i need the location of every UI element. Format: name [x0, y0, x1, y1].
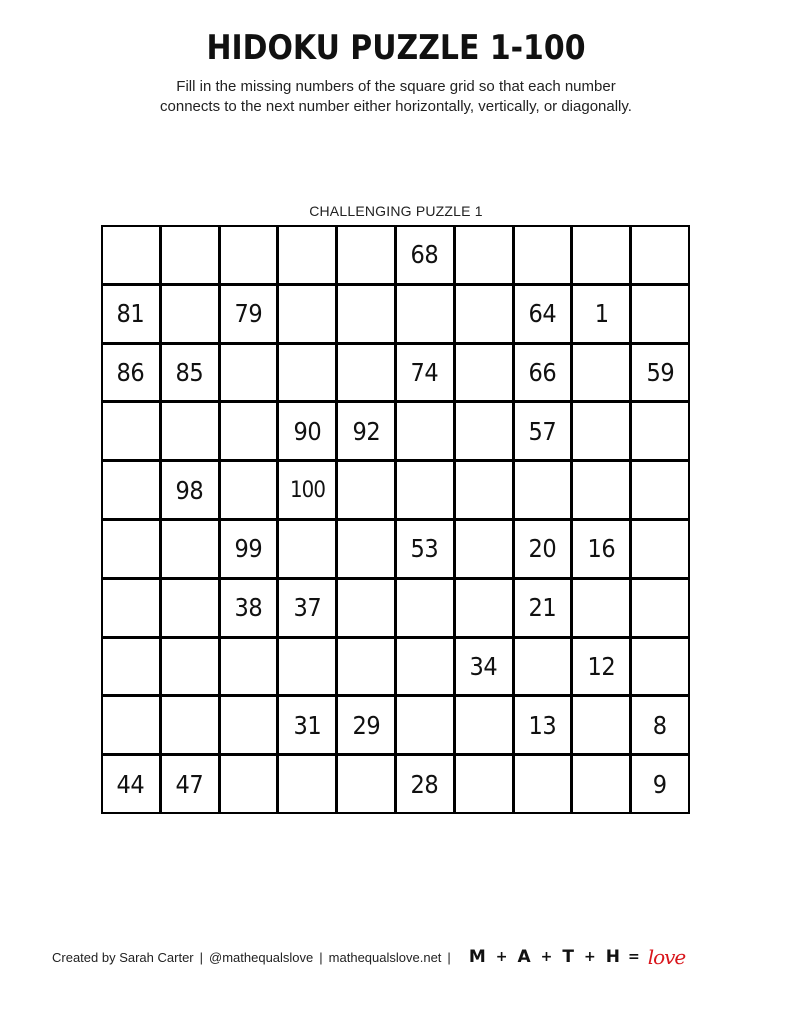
- grid-cell[interactable]: [515, 286, 571, 342]
- grid-cell[interactable]: [221, 639, 277, 695]
- cell-value: 34: [469, 651, 498, 681]
- cell-value: 100: [289, 477, 325, 503]
- footer-separator: |: [447, 949, 451, 965]
- grid-cell[interactable]: [397, 580, 453, 636]
- grid-cell[interactable]: [103, 227, 159, 283]
- grid-cell[interactable]: [103, 286, 159, 342]
- cell-value: 79: [234, 299, 263, 329]
- cell-value: 81: [117, 299, 145, 329]
- grid-cell[interactable]: [456, 521, 512, 577]
- cell-value: 9: [653, 769, 668, 799]
- cell-value: 74: [411, 357, 439, 387]
- cell-value: 38: [234, 593, 263, 623]
- cell-value: 37: [293, 593, 322, 623]
- cell-value: 1: [594, 299, 609, 329]
- grid-cell[interactable]: [221, 286, 277, 342]
- grid-cell[interactable]: [573, 639, 629, 695]
- hidoku-grid: [101, 225, 690, 814]
- grid-cell[interactable]: [515, 521, 571, 577]
- grid-cell[interactable]: [162, 521, 218, 577]
- brand-love-script: love: [647, 945, 686, 969]
- instructions-line-1: Fill in the missing numbers of the square grid so that each number: [176, 78, 616, 95]
- cell-value: 16: [587, 534, 616, 564]
- grid-cell[interactable]: [632, 286, 688, 342]
- grid-cell[interactable]: [573, 580, 629, 636]
- math-equals-love-logo: [469, 945, 685, 969]
- cell-value: 20: [528, 534, 557, 564]
- cell-value: 86: [117, 357, 145, 387]
- grid-cell[interactable]: [103, 580, 159, 636]
- puzzle-label: CHALLENGING PUZZLE 1: [309, 203, 483, 219]
- grid-cell[interactable]: [221, 756, 277, 812]
- grid-cell[interactable]: [338, 286, 394, 342]
- grid-cell[interactable]: [632, 697, 688, 753]
- instructions-line-2: connects to the next number either horizontally, vertically, or diagonally.: [160, 98, 632, 115]
- grid-cell[interactable]: [279, 227, 335, 283]
- grid-cell[interactable]: [397, 286, 453, 342]
- grid-cell[interactable]: [573, 345, 629, 401]
- footer-handle: @mathequalslove: [209, 949, 314, 965]
- grid-cell[interactable]: [397, 639, 453, 695]
- grid-cell[interactable]: [338, 403, 394, 459]
- page-title: HIDOKU PUZZLE 1-100: [206, 28, 586, 68]
- grid-cell[interactable]: [279, 462, 335, 518]
- cell-value: 8: [653, 710, 668, 740]
- grid-cell[interactable]: [338, 345, 394, 401]
- grid-cell[interactable]: [162, 697, 218, 753]
- grid-cell[interactable]: [515, 462, 571, 518]
- grid-cell[interactable]: [397, 227, 453, 283]
- grid-cell[interactable]: [162, 756, 218, 812]
- grid-cell[interactable]: [456, 286, 512, 342]
- cell-value: 12: [587, 651, 616, 681]
- cell-value: 57: [528, 416, 557, 446]
- grid-cell[interactable]: [279, 580, 335, 636]
- cell-value: 66: [528, 357, 557, 387]
- grid-cell[interactable]: [103, 462, 159, 518]
- grid-cell[interactable]: [279, 345, 335, 401]
- cell-value: 59: [646, 357, 674, 387]
- brand-plus: +: [583, 949, 597, 965]
- grid-cell[interactable]: [221, 697, 277, 753]
- brand-letter-a: A: [517, 947, 532, 967]
- grid-cell[interactable]: [162, 227, 218, 283]
- cell-value: 21: [528, 593, 557, 623]
- grid-cell[interactable]: [456, 227, 512, 283]
- grid-cell[interactable]: [397, 462, 453, 518]
- grid-cell[interactable]: [573, 462, 629, 518]
- cell-value: 90: [293, 416, 322, 446]
- grid-cell[interactable]: [103, 345, 159, 401]
- grid-cell[interactable]: [456, 345, 512, 401]
- grid-cell[interactable]: [103, 639, 159, 695]
- grid-cell[interactable]: [162, 403, 218, 459]
- grid-cell[interactable]: [632, 403, 688, 459]
- brand-letter-h: H: [605, 947, 621, 967]
- cell-value: 92: [352, 416, 380, 446]
- grid-cell[interactable]: [103, 521, 159, 577]
- grid-cell[interactable]: [162, 286, 218, 342]
- grid-cell[interactable]: [221, 227, 277, 283]
- grid-cell[interactable]: [632, 462, 688, 518]
- grid-cell[interactable]: [338, 462, 394, 518]
- grid-cell[interactable]: [397, 756, 453, 812]
- footer-website: mathequalslove.net: [328, 949, 442, 965]
- grid-cell[interactable]: [338, 227, 394, 283]
- brand-letter-m: M: [468, 947, 487, 967]
- cell-value: 64: [528, 299, 557, 329]
- footer: [52, 945, 685, 969]
- grid-cell[interactable]: [162, 639, 218, 695]
- grid-cell[interactable]: [573, 756, 629, 812]
- grid-cell[interactable]: [632, 227, 688, 283]
- cell-value: 44: [117, 769, 145, 799]
- grid-cell[interactable]: [632, 580, 688, 636]
- grid-cell[interactable]: [573, 403, 629, 459]
- brand-equals: =: [627, 949, 641, 965]
- cell-value: 31: [293, 710, 322, 740]
- instructions: [0, 77, 792, 117]
- footer-separator: |: [319, 949, 323, 965]
- cell-value: 53: [411, 534, 439, 564]
- grid-cell[interactable]: [162, 580, 218, 636]
- grid-cell[interactable]: [279, 639, 335, 695]
- grid-cell[interactable]: [632, 345, 688, 401]
- grid-cell[interactable]: [338, 521, 394, 577]
- grid-cell[interactable]: [515, 697, 571, 753]
- grid-cell[interactable]: [632, 639, 688, 695]
- grid-cell[interactable]: [573, 521, 629, 577]
- grid-cell[interactable]: [456, 403, 512, 459]
- cell-value: 98: [175, 475, 204, 505]
- grid-cell[interactable]: [279, 756, 335, 812]
- grid-cell[interactable]: [515, 580, 571, 636]
- brand-plus: +: [540, 949, 554, 965]
- brand-letter-t: T: [562, 947, 575, 967]
- grid-cell[interactable]: [573, 697, 629, 753]
- grid-cell[interactable]: [456, 462, 512, 518]
- grid-cell[interactable]: [338, 756, 394, 812]
- grid-cell[interactable]: [573, 227, 629, 283]
- grid-cell[interactable]: [397, 697, 453, 753]
- grid-cell[interactable]: [515, 403, 571, 459]
- grid-cell[interactable]: [338, 639, 394, 695]
- grid-cell[interactable]: [221, 521, 277, 577]
- footer-credit: Created by Sarah Carter: [52, 949, 194, 965]
- cell-value: 85: [175, 357, 204, 387]
- grid-cell[interactable]: [515, 639, 571, 695]
- grid-cell[interactable]: [103, 756, 159, 812]
- grid-cell[interactable]: [279, 697, 335, 753]
- grid-cell[interactable]: [515, 227, 571, 283]
- grid-cell[interactable]: [456, 639, 512, 695]
- grid-cell[interactable]: [221, 345, 277, 401]
- grid-cell[interactable]: [162, 345, 218, 401]
- grid-cell[interactable]: [397, 521, 453, 577]
- grid-cell[interactable]: [279, 521, 335, 577]
- grid-cell[interactable]: [397, 403, 453, 459]
- grid-cell[interactable]: [279, 403, 335, 459]
- grid-cell[interactable]: [456, 580, 512, 636]
- cell-value: 68: [411, 240, 439, 270]
- grid-cell[interactable]: [456, 697, 512, 753]
- grid-cell[interactable]: [632, 756, 688, 812]
- grid-cell[interactable]: [515, 756, 571, 812]
- grid-cell[interactable]: [632, 521, 688, 577]
- grid-cell[interactable]: [221, 462, 277, 518]
- grid-cell[interactable]: [103, 403, 159, 459]
- footer-separator: |: [199, 949, 204, 965]
- brand-plus: +: [495, 949, 509, 965]
- grid-cell[interactable]: [221, 580, 277, 636]
- cell-value: 28: [411, 769, 439, 799]
- cell-value: 13: [528, 710, 557, 740]
- cell-value: 99: [234, 534, 263, 564]
- grid-cell[interactable]: [162, 462, 218, 518]
- grid-cell[interactable]: [338, 580, 394, 636]
- grid-cell[interactable]: [573, 286, 629, 342]
- grid-cell[interactable]: [515, 345, 571, 401]
- cell-value: 47: [175, 769, 204, 799]
- grid-cell[interactable]: [221, 403, 277, 459]
- cell-value: 29: [352, 710, 380, 740]
- grid-cell[interactable]: [456, 756, 512, 812]
- grid-cell[interactable]: [397, 345, 453, 401]
- grid-cell[interactable]: [279, 286, 335, 342]
- grid-cell[interactable]: [338, 697, 394, 753]
- grid-cell[interactable]: [103, 697, 159, 753]
